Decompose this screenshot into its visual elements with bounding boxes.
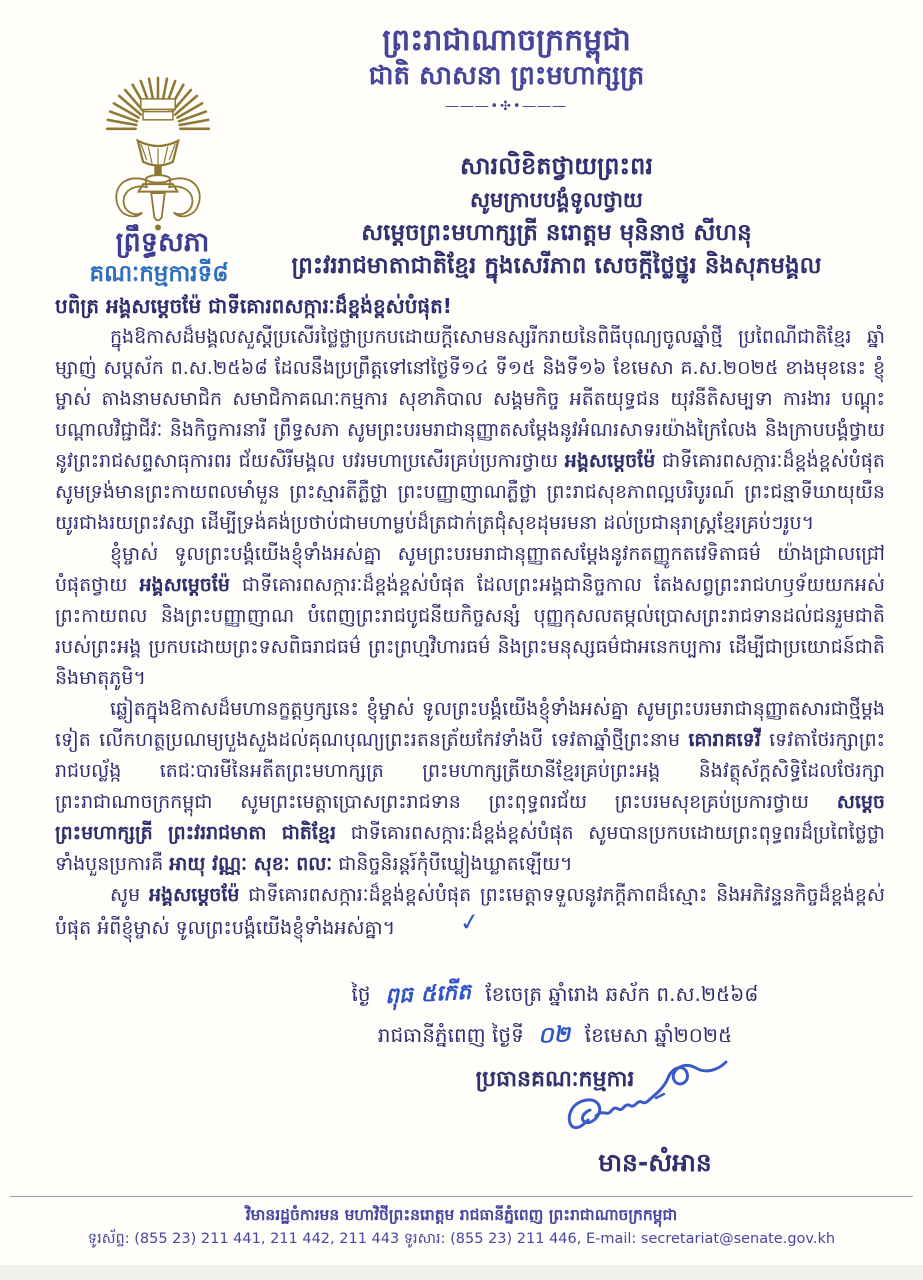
date-lunar-prefix: ថ្ងៃ <box>351 982 371 1006</box>
recipient-name: សម្តេចព្រះមហាក្សត្រី នរោត្តម មុនិនាថ សីហនុ <box>361 219 752 246</box>
footer-contacts: ទូរស័ព្ទ: (855 23) 211 441, 211 442, 211 443 ទូរសារ: (855 23) 211 446, E-mail: secretariat@senate.gov.kh <box>87 1231 836 1248</box>
date-lunar-suffix: ខែចេត្រ ឆ្នាំរោង ឆស័ក ព.ស.២៥៦៨ <box>485 982 759 1006</box>
royal-senate-emblem-icon <box>82 60 234 232</box>
recipient-honorific: ព្រះវររាជមាតាជាតិខ្មែរ ក្នុងសេរីភាព សេចក្តីថ្លៃថ្នូរ និងសុភមង្គល <box>291 253 822 280</box>
date-solar-suffix: ខែមេសា ឆ្នាំ២០២៥ <box>584 1022 733 1047</box>
sender-institution-label: ព្រឹទ្ធសភា <box>115 227 210 258</box>
footer-address: វិមានរដ្ឋចំការមន មហាវិថីព្រះនរោត្តម រាជធានីភ្នំពេញ ព្រះរាជាណាចក្រកម្ពុជា <box>245 1206 678 1224</box>
handwritten-lunar-day: ពុធ ៥កើត <box>384 979 472 1010</box>
scan-edge-artifact <box>0 1265 923 1280</box>
handwritten-solar-day: ០២ <box>537 1021 571 1049</box>
date-line-lunar <box>255 975 855 1016</box>
sender-commission-label: គណៈកម្មការទី៨ <box>89 261 229 287</box>
date-line-solar <box>255 1016 855 1057</box>
kingdom-motto-line1: ព្រះរាជាណាចក្រកម្ពុជា <box>382 23 631 58</box>
header-divider-ornament: ―――•✣•――― <box>445 99 568 115</box>
signature-ink <box>560 1058 730 1153</box>
letter-subtitle: សូមក្រាបបង្គំទូលថ្វាយ <box>470 188 643 213</box>
signer-name: មាន-សំអាន <box>598 1148 712 1177</box>
kingdom-motto-line2: ជាតិ សាសនា ព្រះមហាក្សត្រ <box>368 60 645 91</box>
footer-divider <box>10 1196 913 1197</box>
closing-block <box>255 975 855 1101</box>
paragraph-1: ក្នុងឱកាសដ៏មង្គលសួស្តីប្រសើរថ្លៃថ្លាប្រកបដោយក្តីសោមនស្សរីករាយនៃពិធីបុណ្យចូលឆ្នាំថ្មី ប្រពៃណីជាតិខ្មែរ ឆ្នាំម្សាញ់ សប្តស័ក ព.ស.២៥៦៨ ដែលនឹងប្រព្រឹត្តទៅនៅថ្ងៃទី១៤ ទី១៥ និងទី១៦ ខែមេសា គ.ស.២០២៥ ខាងមុខនេះ ខ្ញុំម្ចាស់ តាងនាមសមាជិក សមាជិកាគណៈកម្មការ សុខាភិបាល សង្គមកិច្ច អតីតយុទ្ធជន យុវនីតិសម្បទា ការងារ បណ្តុះបណ្តាលវិជ្ជាជីវៈ និងកិច្ចការនារី ព្រឹទ្ធសភា សូមព្រះបរមរាជានុញ្ញាតសម្តែងនូវអំណរសាទរយ៉ាងក្រៃលែង និងក្រាបបង្គំថ្វាយនូវព្រះរាជសព្ទសាធុការពរ ជ័យសិរីមង្គល បវរមហាប្រសើរគ្រប់ប្រការថ្វាយ អង្គសម្តេចម៉ែ ជាទីគោរពសក្ការៈដ៏ខ្ពង់ខ្ពស់បំផុត សូមទ្រង់មានព្រះកាយពលមាំមួន ព្រះស្មារតីភ្លឺថ្លា ព្រះបញ្ញាញាណភ្លឺថ្លា ព្រះរាជសុខភាពល្អបរិបូរណ៍ ព្រះជន្មាទីឃាយុយឺនយូរជាងរយព្រះវស្សា ដើម្បីទ្រង់គង់ប្រថាប់ជាមហាម្លប់ដ៏ត្រជាក់ត្រជុំសុខដុមរមនា ដល់ប្រជានុរាស្ត្រខ្មែរគ្រប់ៗរូប។ <box>55 326 885 534</box>
date-solar-prefix: រាជធានីភ្នំពេញ ថ្ងៃទី <box>377 1022 524 1047</box>
signer-title: ប្រធានគណៈកម្មការ <box>475 1067 635 1093</box>
handwritten-checkmark-icon: ✓ <box>457 906 482 938</box>
footer <box>20 1202 903 1252</box>
paragraph-4: សូម អង្គសម្តេចម៉ែ ជាទីគោរពសក្ការៈដ៏ខ្ពង់ខ្ពស់បំផុត ព្រះមេត្តាទទួលនូវភក្តីភាពដ៏ស្មោះ និងអភិវន្ទនកិច្ចដ៏ខ្ពង់ខ្ពស់បំផុត អំពីខ្ញុំម្ចាស់ ទូលព្រះបង្គំយើងខ្ញុំទាំងអស់គ្នា។ ✓ <box>55 880 885 944</box>
letter-title: សារលិខិតថ្វាយព្រះពរ <box>460 152 653 180</box>
paragraph-2: ខ្ញុំម្ចាស់ ទូលព្រះបង្គំយើងខ្ញុំទាំងអស់គ្នា សូមព្រះបរមរាជានុញ្ញាតសម្តែងនូវកតញ្ញូកតវេទិតាធម៌ យ៉ាងជ្រាលជ្រៅបំផុតថ្វាយ អង្គសម្តេចម៉ែ ជាទីគោរពសក្ការៈដ៏ខ្ពង់ខ្ពស់បំផុត ដែលព្រះអង្គជានិច្ចកាល តែងសព្វព្រះរាជហឫទ័យយកអស់ព្រះកាយពល និងព្រះបញ្ញាញាណ បំពេញព្រះរាជបូជនីយកិច្ចសន្សំ បុញ្ញកុសលតម្កល់ប្រោសព្រះរាជទានដល់ជនរួមជាតិរបស់ព្រះអង្គ ប្រកបដោយព្រះទសពិធរាជធម៌ ព្រះព្រហ្មវិហារធម៌ និងព្រះមនុស្សធម៌ជាអនេកប្បការ ដើម្បីជាប្រយោជន៍ជាតិ និងមាតុភូមិ។ <box>55 543 885 689</box>
paragraph-3: ឆ្លៀតក្នុងឱកាសដ៏មហានក្ខត្តឫក្សនេះ ខ្ញុំម្ចាស់ ទូលព្រះបង្គំយើងខ្ញុំទាំងអស់គ្នា សូមព្រះបរមរាជានុញ្ញាតសារជាថ្មីម្តងទៀត លើកហត្ថប្រណម្យបួងសួងដល់គុណបុណ្យព្រះរតនត្រ័យកែវទាំងបី ទេវតាឆ្នាំថ្មីព្រះនាម គោរាគទេវី ទេវតាថែរក្សាព្រះរាជបល្ល័ង្ក តេជៈបារមីនៃអតីតព្រះមហាក្សត្រ ព្រះមហាក្សត្រីយានីខ្មែរគ្រប់ព្រះអង្គ និងវត្ថុស័ក្តសិទ្ធិដែលថែរក្សាព្រះរាជាណាចក្រកម្ពុជា សូមព្រះមេត្តាប្រោសព្រះរាជទាន ព្រះពុទ្ធពរជ័យ ព្រះបរមសុខគ្រប់ប្រការថ្វាយ សម្តេចព្រះមហាក្សត្រី ព្រះវររាជមាតា ជាតិខ្មែរ ជាទីគោរពសក្ការៈដ៏ខ្ពង់ខ្ពស់បំផុត សូមបានប្រកបដោយព្រះពុទ្ធពរដ៏ប្រពៃថ្លៃថ្លាទាំងបួនប្រការគឺ អាយុ វណ្ណៈ សុខៈ ពលៈ ជានិច្ចនិរន្តរ៍កុំបីឃ្លៀងឃ្លាតឡើយ។ <box>55 698 885 875</box>
letter-title-block <box>215 148 898 283</box>
salutation-line: បពិត្រ អង្គសម្តេចម៉ែ ជាទីគោរពសក្ការៈដ៏ខ្ពង់ខ្ពស់បំផុត! <box>55 294 452 318</box>
body-paragraphs <box>55 322 885 944</box>
